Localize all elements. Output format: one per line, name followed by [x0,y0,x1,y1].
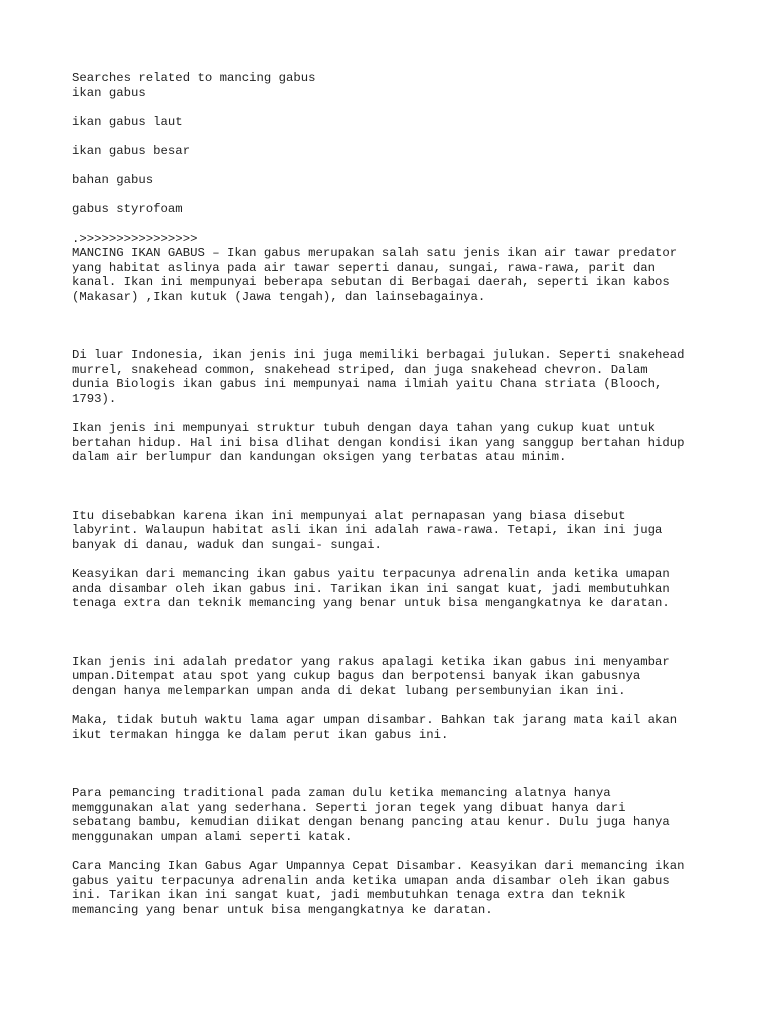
searches-heading: Searches related to mancing gabus [72,71,316,85]
search-item: ikan gabus laut [72,114,183,129]
paragraph [72,786,712,844]
paragraph [72,713,712,742]
paragraph-line: sebatang bambu, kemudian diikat dengan benang pancing atau kenur. Dulu juga hanya [72,815,670,830]
paragraph [72,246,712,304]
search-item: bahan gabus [72,173,154,188]
paragraph-line: dunia Biologis ikan gabus ini mempunyai nama ilmiah yaitu Chana striata (Blooch, [72,377,663,392]
paragraph-line: 1793). [72,392,117,407]
paragraph-line: Di luar Indonesia, ikan jenis ini juga memiliki berbagai julukan. Seperti snakehead [72,348,685,363]
paragraph-line: kanal. Ikan ini mempunyai beberapa sebutan di Berbagai daerah, seperti ikan kabos [72,275,670,290]
paragraph-line: Maka, tidak butuh waktu lama agar umpan disambar. Bahkan tak jarang mata kail akan [72,713,678,728]
paragraph-line: Ikan jenis ini adalah predator yang rakus apalagi ketika ikan gabus ini menyambar [72,654,670,669]
paragraph-line: tenaga extra dan teknik memancing yang benar untuk bisa mengangkatnya ke daratan. [72,596,670,611]
paragraph-line: labyrint. Walaupun habitat asli ikan ini adalah rawa-rawa. Tetapi, ikan ini juga [72,523,663,538]
document-page [72,71,712,918]
paragraph-line: (Makasar) ,Ikan kutuk (Jawa tengah), dan lainsebagainya. [72,289,486,304]
paragraph-line: menggunakan umpan alami seperti katak. [72,829,353,844]
paragraph [72,859,712,917]
paragraph [72,509,712,553]
paragraph [72,421,712,465]
paragraph [72,567,712,611]
paragraph-line: Para pemancing traditional pada zaman dulu ketika memancing alatnya hanya [72,786,611,801]
paragraph-line: umpan.Ditempat atau spot yang cukup bagus dan berpotensi banyak ikan gabusnya [72,669,641,684]
paragraph-line: bertahan hidup. Hal ini bisa dlihat dengan kondisi ikan yang sanggup bertahan hidup [72,435,685,450]
paragraph-line: anda disambar oleh ikan gabus ini. Tarikan ikan ini sangat kuat, jadi membutuhkan [72,581,670,596]
paragraph-line: ikut termakan hingga ke dalam perut ikan gabus ini. [72,727,449,742]
paragraph-line: gabus yaitu terpacunya adrenalin anda ketika umapan anda disambar oleh ikan gabus [72,873,670,888]
paragraph-line: Itu disebabkan karena ikan ini mempunyai alat pernapasan yang biasa disebut [72,508,626,523]
paragraph-line: murrel, snakehead common, snakehead striped, dan juga snakehead chevron. Dalam [72,362,648,377]
paragraph-line: MANCING IKAN GABUS – Ikan gabus merupakan salah satu jenis ikan air tawar predator [72,246,678,261]
search-item: ikan gabus [72,85,146,100]
paragraph-line: yang habitat aslinya pada air tawar seperti danau, sungai, rawa-rawa, parit dan [72,260,655,275]
search-item: ikan gabus besar [72,143,191,158]
paragraph-line: banyak di danau, waduk dan sungai- sungai. [72,538,382,553]
paragraph-line: memancing yang benar untuk bisa mengangkatnya ke daratan. [72,902,493,917]
separator-line: .>>>>>>>>>>>>>>>> [72,231,198,246]
paragraph-line: Cara Mancing Ikan Gabus Agar Umpannya Cepat Disambar. Keasyikan dari memancing ikan [72,859,685,874]
search-item: gabus styrofoam [72,202,183,217]
paragraph-line: ini. Tarikan ikan ini sangat kuat, jadi membutuhkan tenaga extra dan teknik [72,888,626,903]
paragraph-line: dengan hanya melemparkan umpan anda di dekat lubang persembunyian ikan ini. [72,683,626,698]
paragraph [72,655,712,699]
paragraph-line: memggunakan alat yang sederhana. Seperti joran tegek yang dibuat hanya dari [72,800,626,815]
paragraph [72,348,712,406]
paragraph-line: Keasyikan dari memancing ikan gabus yaitu terpacunya adrenalin anda ketika umapan [72,567,670,582]
paragraph-line: Ikan jenis ini mempunyai struktur tubuh dengan daya tahan yang cukup kuat untuk [72,421,655,436]
paragraph-line: dalam air berlumpur dan kandungan oksigen yang terbatas atau minim. [72,450,567,465]
